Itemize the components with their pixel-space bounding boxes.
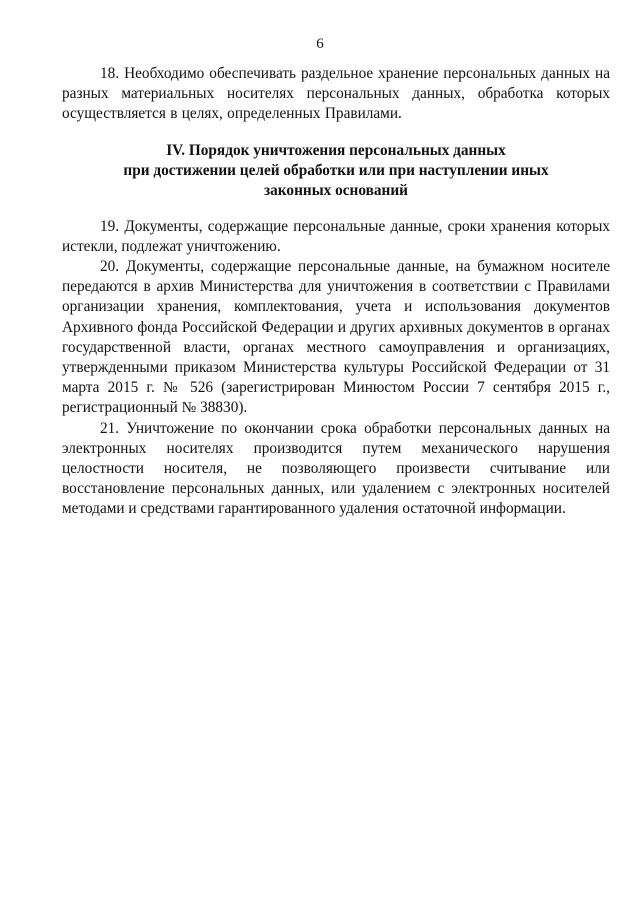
paragraph-21: 21. Уничтожение по окончании срока обработки персональных данных на электронных носителях производится путем механического нарушения целостности носителя, не позволяющего произвести считывание или восстановление персональных данных, или удалением с электронных носителей методами и средствами гарантированного удаления остаточной информации. <box>62 419 610 518</box>
section-heading-line-1: IV. Порядок уничтожения персональных данных <box>166 141 506 159</box>
paragraph-19: 19. Документы, содержащие персональные данные, сроки хранения которых истекли, подлежат уничтожению. <box>62 217 610 255</box>
page-number: 6 <box>316 36 324 52</box>
paragraph-18: 18. Необходимо обеспечивать раздельное хранение персональных данных на разных материальных носителях персональных данных, обработка которых осуществляется в целях, определенных Правилами. <box>62 65 610 123</box>
section-heading-line-3: законных оснований <box>264 181 408 199</box>
section-heading-line-2: при достижении целей обработки или при наступлении иных <box>123 161 549 179</box>
document-body <box>62 64 610 520</box>
section-heading <box>62 141 610 201</box>
paragraph-20: 20. Документы, содержащие персональные данные, на бумажном носителе передаются в архив Министерства для уничтожения в соответствии с Правилами организации хранения, комплектования, учета и использования документов Архивного фонда Российской Федерации и других архивных документов в органах государственной власти, органах местного самоуправления и организациях, утвержденными приказом Министерства культуры Российской Федерации от 31 марта 2015 г. № 526 (зарегистрирован Минюстом России 7 сентября 2015 г., регистрационный № 38830). <box>62 258 610 417</box>
